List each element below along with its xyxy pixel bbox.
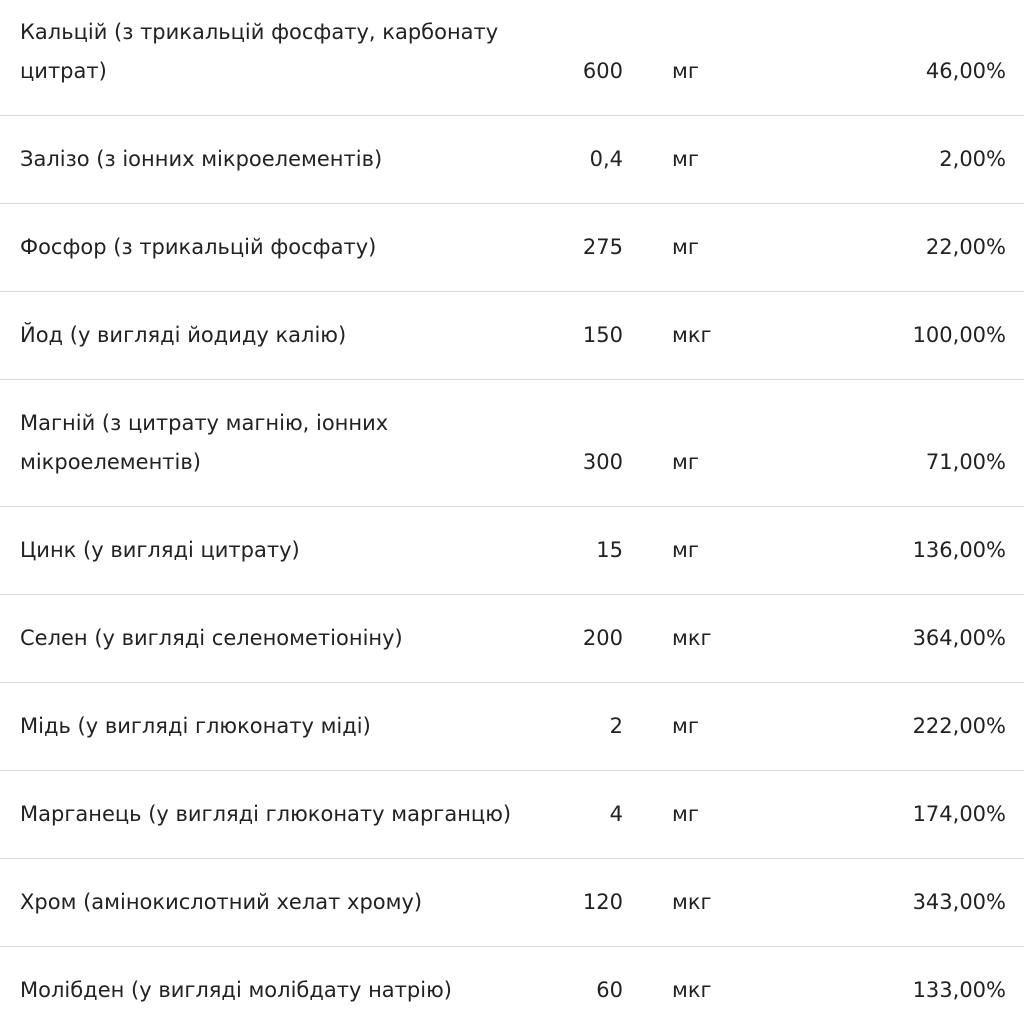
nutrient-daily-value: 133,00% [912,978,1006,1002]
nutrient-unit: мкг [623,594,793,682]
nutrient-amount: 275 [560,203,623,291]
nutrient-name: Мідь (у вигляді глюконату міді) [0,682,560,770]
nutrient-daily-value: 364,00% [793,594,1024,682]
table-row [0,682,1024,770]
nutrient-amount: 2 [560,682,623,770]
nutrient-daily-value: 2,00% [793,115,1024,203]
nutrient-name: Кальцій (з трикальцій фосфату, карбонату цитрат) [0,0,560,115]
nutrient-daily-value: 71,00% [793,379,1024,506]
table-row [0,115,1024,203]
nutrient-daily-value: 100,00% [793,291,1024,379]
nutrient-name: Магній (з цитрату магнію, іонних мікроелементів) [0,379,560,506]
nutrient-unit: мкг [623,291,793,379]
nutrient-amount: 200 [560,594,623,682]
nutrient-daily-value: 22,00% [793,203,1024,291]
nutrient-unit: мг [623,115,793,203]
nutrient-daily-value: 46,00% [793,0,1024,115]
nutrient-unit: мг [623,682,793,770]
nutrient-unit: мг [623,0,793,115]
table-row [0,203,1024,291]
nutrient-name: Залізо (з іонних мікроелементів) [0,115,560,203]
table-row [0,379,1024,506]
nutrient-name: Селен (у вигляді селенометіоніну) [0,594,560,682]
nutrient-name: Йод (у вигляді йодиду калію) [0,291,560,379]
nutrient-amount: 15 [560,506,623,594]
nutrient-daily-value: 222,00% [793,682,1024,770]
nutrient-daily-value: 136,00% [793,506,1024,594]
nutrient-unit: мг [623,379,793,506]
nutrient-amount: 120 [560,858,623,946]
nutrient-name: Цинк (у вигляді цитрату) [0,506,560,594]
nutrient-amount: 60 [596,978,623,1002]
table-row [0,594,1024,682]
nutrient-daily-value: 174,00% [793,770,1024,858]
nutrient-amount: 300 [560,379,623,506]
nutrient-daily-value: 343,00% [793,858,1024,946]
table-row [0,291,1024,379]
nutrient-name: Фосфор (з трикальцій фосфату) [0,203,560,291]
table-row [0,770,1024,858]
nutrient-unit: мг [623,506,793,594]
nutrient-amount: 0,4 [560,115,623,203]
nutrient-amount: 600 [560,0,623,115]
nutrient-unit: мг [623,770,793,858]
nutrient-unit: мг [623,203,793,291]
nutrient-amount: 4 [560,770,623,858]
nutrient-amount: 150 [560,291,623,379]
table-row [0,858,1024,946]
table-row [0,506,1024,594]
table-row [0,946,1024,1034]
nutrient-name: Хром (амінокислотний хелат хрому) [0,858,560,946]
nutrient-name: Марганець (у вигляді глюконату марганцю) [0,770,560,858]
nutrient-unit: мкг [623,858,793,946]
table-row [0,0,1024,115]
nutrient-name: Молібден (у вигляді молібдату натрію) [20,978,452,1002]
nutrient-unit: мкг [672,978,712,1002]
